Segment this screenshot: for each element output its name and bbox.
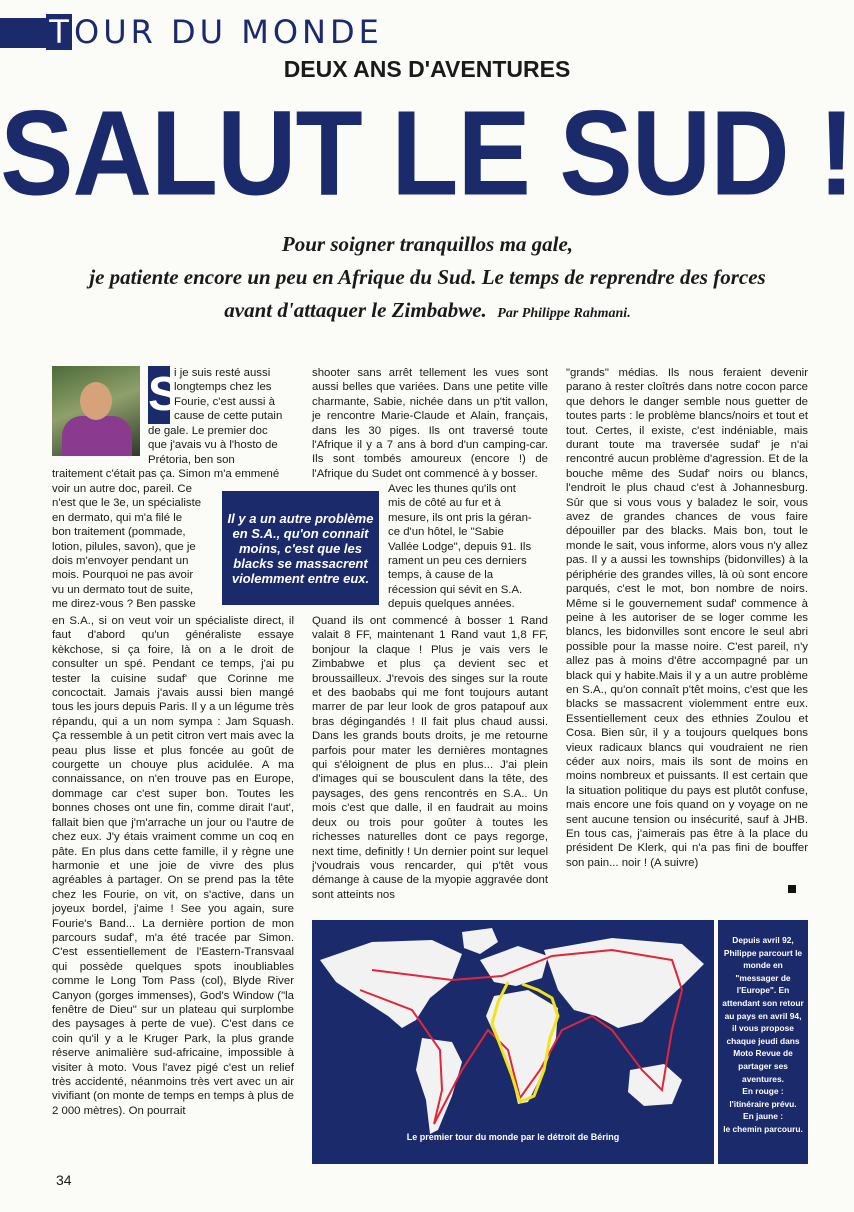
line: mois. Pourquoi ne pas avoir: [52, 569, 194, 582]
col2-body: Quand ils ont commencé à bosser 1 Rand valait 8 FF, maintenant 1 Rand vaut 1,8 FF, bonjour la claque ! Plus je vais vers le Zimbabwe et plus ça devient sec et broussailleux. J'revois des singes sur la route et des baobabs qui me font toujours autant marrer de par leur look de gros patapouf aux bras dégingandés ! Il fait plus chaud aussi. Dans les grands bouts droits, je me retourne parfois pour mater les dernières montagnes qui s'éloignent de plus en plus... J'ai plein d'images qui se bousculent dans la tête, des paysages, des gens rencontrés en S.A.. Un mois c'est que dalle, il en faudrait au moins deux ou trois pour goûter à toutes les richesses naturelles dont ce pays regorge, next time, definitly ! Un dernier point sur lequel j'voudrais vous rencarder, qui p'têt vous démange à cause de la myopie aggravée dont sont atteints nos: [312, 615, 548, 901]
col1-full-line: traitement c'était pas ça. Simon m'a emmené: [52, 468, 280, 480]
sidebar-line: aventures.: [742, 1073, 784, 1084]
col1-beside-quote: [52, 482, 212, 612]
line: mesure, ils ont pris la géran-: [388, 511, 532, 524]
line: depuis quelques années.: [388, 598, 515, 611]
byline: Par Philippe Rahmani.: [497, 306, 631, 321]
sidebar-line: Depuis avril 92,: [732, 935, 794, 945]
line: mis de côté au fur et à: [388, 497, 501, 510]
line: n'est que le 3e, un spécialiste: [52, 497, 202, 510]
col1-beside-photo-2: [148, 424, 294, 467]
rubric-first-letter: T: [46, 14, 72, 50]
world-map-graphic: [312, 920, 714, 1164]
sidebar-line: Philippe parcourt le: [723, 947, 803, 958]
intro-line-3-text: avant d'attaquer le Zimbabwe.: [224, 298, 487, 322]
line: temps, à cause de la: [388, 569, 494, 582]
line: de gale. Le premier doc: [148, 425, 268, 437]
col3-body: "grands" médias. Ils nous feraient devenir parano à rester cloîtrés dans notre cocon parce que dehors le danger semble nous guetter de toutes parts : le problème blancs/noirs et tout et tout. Certes, il existe, c'est indéniable, mais durant toute ma traversée sudaf' je n'ai rencontré aucun problème d'agression. Et de la bouche même des Sudaf' noirs ou blancs, l'endroit le plus chaud c'est à Johannesburg. Sûr que si vous vous y baladez le soir, vous avez de grandes chances de vous faire dépouiller par des blacks. Mais bon, tout le monde le sait, vous informe, alors vous n'y allez pas. Il y a aussi les townships (bidonvilles) à la périphérie des grandes villes, là où sont encore parqués, c'est le mot, bon nombre de noirs. Même si le gouvernement sudaf' commence à peine à les autoriser de se loger comme les blancs, les bidonvilles sont encore le seul abri possible pour la masse noire. C'est pareil, n'y allez pas à moins d'être accompagné par un black qui y habite.Mais il y a un autre problème en S.A., qu'on connaît p'têt moins, c'est que les blacks se massacrent violemment entre eux. Essentiellement ceux des ethnies Zoulou et Cosa. Bien sûr, il y a toujours quelques bons vieux radicaux blancs qui voudraient ne rien céder aux noirs, mais ils sont de moins en moins nombreux et puissants. Il est certain que la situation politique du pays est plutôt confuse, mais encore une fois quand on y voyage on ne sent aucune tension ou insécurité, sauf à JHB. En tous cas, j'aimerais pas être à la place du président De Klerk, qui n'a pas fini de bouffer son pain... noir ! (A suivre): [566, 367, 808, 869]
sidebar-line: partager ses: [738, 1060, 788, 1071]
sidebar-line: "messager de: [735, 972, 791, 983]
sidebar-line: En rouge :: [742, 1086, 784, 1097]
line: voir un autre doc, pareil. Ce: [52, 483, 192, 495]
line: que j'avais vu à l'hosto de: [148, 439, 278, 452]
col1-body: en S.A., si on veut voir un spécialiste direct, il faut d'abord qu'un généraliste essaye kèkchose, si ça foire, là on a le droit de consulter un spé. Pendant ce temps, j'ai pu tester la cuisine sudaf' que Corinne me concoctait. Jamais j'avais aussi bien mangé tous les jours depuis Paris. Il y a un légume très répandu, qui a un nom sympa : Jam Squash. Ça ressemble à un petit citron vert mais avec la peau plus lisse et plus foncée au goût de courgette un chouye plus acidulée. A ma connaissance, on n'en trouve pas en Europe, dommage car c'est super bon. Toutes les bonnes choses ont une fin, comme dirait l'aut', fallait bien que j'm'arrache un jour ou l'autre de chez eux. J'y étais vraiment comme un coq en pâte. En plus dans cette famille, il y règne une harmonie et une joie de vivre des plus agréables à partager. On se prend pas la tête chez les Fourie, on vit, on s'active, dans un joyeux bordel, j'aime ! See you again, sure Fourie's Band... La dernière portion de mon parcours sudaf', m'a été tracée par Simon. C'est essentiellement de l'Eastern-Transvaal qui possède quelques spots inoubliables comme le Long Tom Pass (col), Blyde River Canyon (gorges immenses), God's Window ("la fenêtre de Dieu" sur un plateau qui surplombe des paysages à perte de vue). C'est dans ce coin qu'il y a le Kruger Park, la plus grande réserve animalière sud-africaine, impossible à visiter à moto. Vous l'avez pigé c'est un relief très accidenté, néanmoins très vert avec un air vivifiant (on monte de temps en temps à plus de 2 000 mètres). On pourrait: [52, 615, 294, 1117]
sidebar-line: chaque jeudi dans: [726, 1035, 800, 1046]
continents: [320, 928, 704, 1134]
line: Vallée Lodge", depuis 91. Ils: [388, 540, 532, 553]
sidebar-line: l'itinéraire prévu.: [729, 1098, 797, 1109]
sidebar-line: monde en: [743, 960, 783, 971]
line: Prétoria, ben son: [148, 453, 235, 466]
kicker: DEUX ANS D'AVENTURES: [283, 56, 571, 82]
col2-top: shooter sans arrêt tellement les vues sont aussi belles que variées. Dans une petite ville charmante, Sabie, nichée dans un p'tit vallon, je rencontre Marie-Claude et Alain, français, dans les 30 piges. Ils ont traversé toute l'Afrique il y a 7 ans à bord d'un camping-car. Ils sont tombés amoureux (encore !) de l'Afrique du Sudet ont commencé à y bosser.: [312, 367, 548, 480]
sidebar-line: Moto Revue de: [733, 1048, 793, 1059]
line: cause de cette putain: [174, 410, 283, 423]
page-number: 34: [56, 1172, 72, 1188]
line: ce d'un hôtel, le "Sabie: [388, 526, 504, 539]
intro-line-2: je patiente encore un peu en Afrique du Sud. Le temps de reprendre des forces: [89, 265, 766, 289]
map-caption: Le premier tour du monde par le détroit de Béring: [406, 1132, 620, 1142]
col1-beside-photo: [174, 366, 294, 424]
line: i je suis resté aussi: [174, 367, 271, 379]
intro-line-1: Pour soigner tranquillos ma gale,: [281, 232, 574, 256]
line: vu un dermato tout de suite,: [52, 583, 194, 596]
map-sidebar: [718, 920, 808, 1164]
line: longtemps chez les: [174, 381, 272, 394]
intro: [40, 228, 815, 330]
headline: SALUT LE SUD !: [0, 85, 854, 222]
rubric-title: OUR DU MONDE: [74, 13, 383, 51]
sidebar-line: le chemin parcouru.: [723, 1123, 803, 1134]
world-map: [312, 920, 714, 1164]
south-america: [416, 1038, 462, 1134]
line: dois m'envoyer pendant un: [52, 555, 189, 568]
line: Avec les thunes qu'ils ont: [388, 483, 516, 495]
sidebar-line: l'Europe". En: [736, 985, 790, 996]
line: lotion, pilules, savon), que je: [52, 540, 196, 553]
sidebar-line: il vous propose: [732, 1023, 794, 1034]
intro-line-3: [40, 294, 815, 330]
line: en dermato, qui m'a filé le: [52, 511, 183, 524]
north-america: [320, 940, 462, 1028]
line: bon traitement (pommade,: [52, 526, 186, 539]
line: rament un peu ces derniers: [388, 555, 527, 568]
end-mark-icon: [788, 885, 796, 893]
sidebar-line: En jaune :: [742, 1111, 784, 1122]
line: me direz-vous ? Ben passke: [52, 598, 196, 611]
drop-cap: S: [148, 366, 170, 424]
europe: [480, 946, 548, 986]
rubric-bar: [0, 18, 46, 48]
author-photo: [52, 366, 140, 456]
sidebar-line: au pays en avril 94,: [724, 1010, 802, 1021]
sidebar-line: attendant son retour: [722, 997, 804, 1008]
greenland: [462, 928, 498, 954]
line: récession qui sévit en S.A.: [388, 583, 523, 596]
line: Fourie, c'est aussi à: [174, 395, 275, 408]
australia: [628, 1064, 682, 1106]
pull-quote: Il y a un autre problème en S.A., qu'on connait moins, c'est que les blacks se massacrent violemment entre eux.: [222, 491, 379, 605]
col2-beside-quote: [388, 482, 548, 612]
